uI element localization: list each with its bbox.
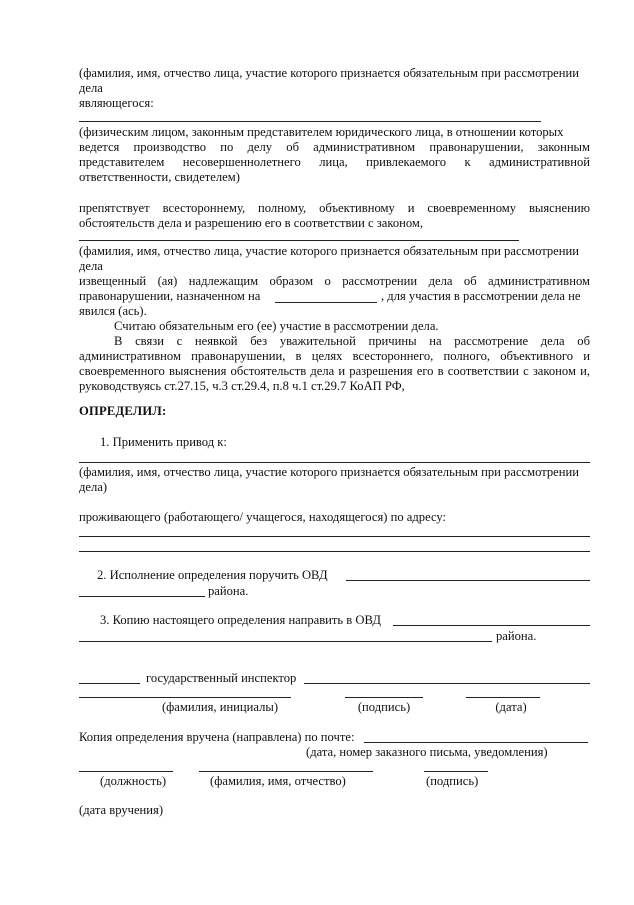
caption-fio-1-cont: дела bbox=[79, 81, 103, 95]
reason-text-4: руководствуясь ст.27.15, ч.3 ст.29.4, п.8 ч.1 ст.29.7 КоАП РФ, bbox=[79, 379, 405, 393]
reason-text-3: своевременного выяснения обстоятельств дела и разрешения его в соответствии с законом и, bbox=[79, 364, 590, 378]
obstructs-text-2: обстоятельств дела и разрешению его в соответствии с законом, bbox=[79, 216, 424, 230]
hearing-date-line[interactable] bbox=[275, 302, 377, 303]
item1-caption-1: (фамилия, имя, отчество лица, участие которого признается обязательным при рассмотрении bbox=[79, 465, 579, 479]
notified-text-3: явился (ась). bbox=[79, 304, 147, 318]
item2-district-line[interactable] bbox=[79, 596, 205, 597]
sign-line[interactable] bbox=[345, 697, 423, 698]
inspector-line[interactable] bbox=[304, 683, 590, 684]
decision-heading: ОПРЕДЕЛИЛ: bbox=[79, 404, 167, 418]
inspector-prefix-line[interactable] bbox=[79, 683, 140, 684]
notified-text-2b: , для участия в рассмотрении дела не bbox=[381, 289, 581, 303]
address-line-1[interactable] bbox=[79, 536, 590, 537]
item3-district-line[interactable] bbox=[79, 641, 492, 642]
copy-caption: (дата, номер заказного письма, уведомления) bbox=[306, 745, 548, 759]
sign-caption: (подпись) bbox=[357, 700, 411, 714]
item1-label: 1. Применить привод к: bbox=[100, 435, 227, 449]
item1-fio-line[interactable] bbox=[79, 462, 590, 463]
fullname-line[interactable] bbox=[199, 771, 373, 772]
caption-status-1: (физическим лицом, законным представителем юридического лица, в отношении которых bbox=[79, 125, 564, 139]
label-being: являющегося: bbox=[79, 96, 154, 110]
copy-text: Копия определения вручена (направлена) по почте: bbox=[79, 730, 355, 744]
reason-text-1: В связи с неявкой без уважительной причины на рассмотрение дела об bbox=[114, 334, 590, 348]
item3-suffix: района. bbox=[496, 629, 537, 643]
obstructs-text-1: препятствует всестороннему, полному, объективному и своевременному выяснению bbox=[79, 201, 590, 215]
fio-line-2[interactable] bbox=[79, 240, 519, 241]
notified-text-2a: правонарушении, назначенном на bbox=[79, 289, 261, 303]
date-line[interactable] bbox=[466, 697, 540, 698]
caption-status-3: представителем несовершеннолетнего лица, привлекаемого к административной bbox=[79, 155, 590, 169]
inspector-label: государственный инспектор bbox=[146, 671, 297, 685]
item3-ovd-line[interactable] bbox=[393, 625, 590, 626]
item2-label: 2. Исполнение определения поручить ОВД bbox=[97, 568, 328, 582]
recipient-sign-line[interactable] bbox=[424, 771, 488, 772]
delivery-date-caption: (дата вручения) bbox=[79, 803, 164, 817]
copy-mail-line[interactable] bbox=[364, 742, 588, 743]
caption-fio-2: (фамилия, имя, отчество лица, участие которого признается обязательным при рассмотрении bbox=[79, 244, 579, 258]
recipient-sign-caption: (подпись) bbox=[426, 774, 479, 788]
caption-fio-1: (фамилия, имя, отчество лица, участие которого признается обязательным при рассмотрении bbox=[79, 66, 579, 80]
item3-label: 3. Копию настоящего определения направить в ОВД bbox=[100, 613, 382, 627]
reason-text-2: административном правонарушении, в целях всестороннего, полного, объективного и bbox=[79, 349, 590, 363]
position-line[interactable] bbox=[79, 771, 173, 772]
status-line[interactable] bbox=[79, 121, 541, 122]
consider-text: Считаю обязательным его (ее) участие в рассмотрении дела. bbox=[114, 319, 439, 333]
notified-text-1: извещенный (ая) надлежащим образом о рассмотрении дела об административном bbox=[79, 274, 590, 288]
position-caption: (должность) bbox=[100, 774, 167, 788]
caption-fio-2-cont: дела bbox=[79, 259, 103, 273]
item1-caption-2: дела) bbox=[79, 480, 108, 494]
address-label: проживающего (работающего/ учащегося, находящегося) по адресу: bbox=[79, 510, 447, 524]
caption-status-4: ответственности, свидетелем) bbox=[79, 170, 240, 184]
item2-suffix: района. bbox=[208, 584, 249, 598]
caption-status-2: ведется производство по делу об административном правонарушении, законным bbox=[79, 140, 590, 154]
date-caption: (дата) bbox=[495, 700, 527, 714]
name-line[interactable] bbox=[79, 697, 291, 698]
address-line-2[interactable] bbox=[79, 551, 590, 552]
item2-ovd-line[interactable] bbox=[346, 580, 590, 581]
name-caption: (фамилия, инициалы) bbox=[161, 700, 279, 714]
fullname-caption: (фамилия, имя, отчество) bbox=[210, 774, 346, 788]
